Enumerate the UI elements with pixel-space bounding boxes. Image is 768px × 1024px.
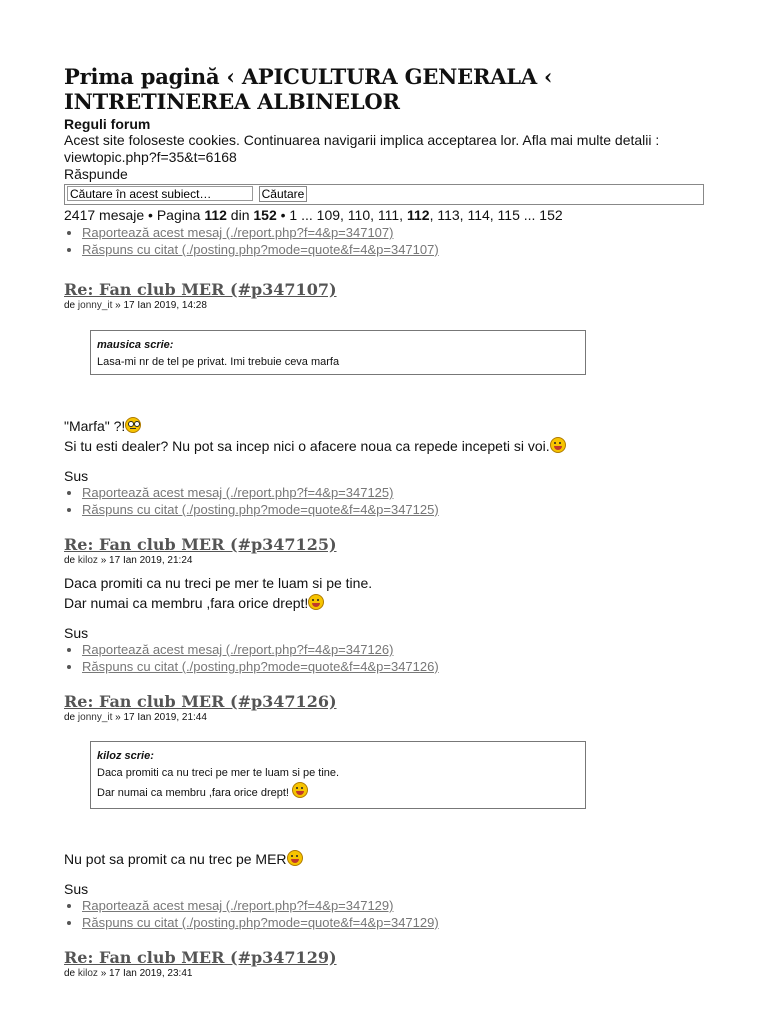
rolleyes-smiley-icon	[125, 417, 141, 433]
list-item	[82, 501, 704, 518]
reply-button[interactable]: Răspunde	[64, 166, 128, 182]
byline-prefix: de	[64, 712, 78, 723]
list-item	[82, 914, 704, 931]
back-to-top-link[interactable]: Sus	[64, 625, 89, 641]
list-item	[82, 897, 704, 914]
laughing-smiley-icon	[550, 437, 566, 453]
list-item	[82, 484, 704, 501]
post-byline	[64, 300, 704, 312]
search-input[interactable]	[67, 186, 253, 201]
laughing-smiley-icon	[292, 782, 308, 798]
breadcrumb[interactable]: Prima pagină ‹ APICULTURA GENERALA ‹ INTRETINEREA ALBINELOR	[64, 64, 553, 114]
quote-cite: kiloz scrie:	[97, 750, 154, 762]
back-to-top-link[interactable]: Sus	[64, 468, 89, 484]
post-actions	[64, 484, 704, 518]
quote-text: Daca promiti ca nu treci pe mer te luam si pe tine.	[97, 767, 340, 779]
post-body	[64, 573, 704, 613]
post-text: Dar numai ca membru ,fara orice drept!	[64, 595, 309, 611]
post-date: » 17 Ian 2019, 21:24	[97, 555, 193, 566]
report-post-link[interactable]: Raportează acest mesaj (./report.php?f=4&p=347126)	[82, 642, 394, 657]
pagination-of: din	[226, 207, 254, 223]
post-title[interactable]: Re: Fan club MER (#p347126)	[64, 692, 337, 711]
post-author[interactable]: jonny_it	[77, 712, 113, 723]
quote-cite: mausica scrie:	[97, 339, 174, 351]
pagination-total: 152	[253, 207, 277, 223]
post-title[interactable]: Re: Fan club MER (#p347107)	[64, 280, 337, 299]
post-date: » 17 Ian 2019, 23:41	[97, 968, 193, 979]
page	[64, 64, 704, 980]
forum-rules-link[interactable]: Reguli forum	[64, 116, 151, 132]
report-post-link[interactable]: Raportează acest mesaj (./report.php?f=4&p=347129)	[82, 898, 394, 913]
quote-reply-link[interactable]: Răspuns cu citat (./posting.php?mode=quote&f=4&p=347129)	[82, 915, 439, 930]
post-author[interactable]: kiloz	[77, 555, 98, 566]
post-byline	[64, 712, 704, 724]
byline-prefix: de	[64, 555, 78, 566]
list-item	[82, 641, 704, 658]
post-actions	[64, 641, 704, 675]
post-author[interactable]: kiloz	[77, 968, 98, 979]
laughing-smiley-icon	[308, 594, 324, 610]
post-text: "Marfa" ?!	[64, 418, 126, 434]
quote-reply-link[interactable]: Răspuns cu citat (./posting.php?mode=quote&f=4&p=347107)	[82, 242, 439, 257]
post-author[interactable]: jonny_it	[77, 300, 113, 311]
byline-prefix: de	[64, 300, 78, 311]
back-to-top-link[interactable]: Sus	[64, 881, 89, 897]
post-title[interactable]: Re: Fan club MER (#p347125)	[64, 535, 337, 554]
list-item	[82, 224, 704, 241]
post-title[interactable]: Re: Fan club MER (#p347129)	[64, 948, 337, 967]
quote-block	[90, 741, 586, 809]
quote-reply-link[interactable]: Răspuns cu citat (./posting.php?mode=quote&f=4&p=347125)	[82, 502, 439, 517]
post-actions	[64, 224, 704, 258]
pagination	[64, 207, 704, 224]
post-body	[64, 416, 704, 456]
search-button[interactable]: Căutare	[259, 186, 307, 202]
topic-search-box	[64, 184, 704, 205]
byline-prefix: de	[64, 968, 78, 979]
pagination-current: 112	[204, 207, 227, 223]
post-byline	[64, 555, 704, 567]
list-item	[82, 241, 704, 258]
pagination-prefix: 2417 mesaje • Pagina	[64, 207, 205, 223]
report-post-link[interactable]: Raportează acest mesaj (./report.php?f=4&p=347125)	[82, 485, 394, 500]
pagination-active-page: 112	[406, 207, 430, 223]
post-text: Daca promiti ca nu treci pe mer te luam si pe tine.	[64, 575, 373, 591]
post-byline	[64, 968, 704, 980]
pagination-pages-rest[interactable]: , 113, 114, 115 ... 152	[429, 207, 563, 223]
quote-reply-link[interactable]: Răspuns cu citat (./posting.php?mode=quote&f=4&p=347126)	[82, 659, 439, 674]
list-item	[82, 658, 704, 675]
post-text: Nu pot sa promit ca nu trec pe MER	[64, 851, 287, 867]
post-body	[64, 849, 704, 869]
post-text: Si tu esti dealer? Nu pot sa incep nici o afacere noua ca repede incepeti si voi.	[64, 438, 550, 454]
quote-text: Dar numai ca membru ,fara orice drept!	[97, 787, 289, 799]
post-date: » 17 Ian 2019, 21:44	[112, 712, 207, 723]
quote-block	[90, 330, 586, 375]
report-post-link[interactable]: Raportează acest mesaj (./report.php?f=4&p=347107)	[82, 225, 394, 240]
post-actions	[64, 897, 704, 931]
cookie-notice: Acest site foloseste cookies. Continuarea navigarii implica acceptarea lor. Afla mai multe detalii : viewtopic.php?f=35&t=6168	[64, 132, 660, 165]
pagination-pages[interactable]: • 1 ... 109, 110, 111,	[276, 207, 407, 223]
quote-text: Lasa-mi nr de tel pe privat. Imi trebuie ceva marfa	[97, 356, 340, 368]
laughing-smiley-icon	[287, 850, 303, 866]
post-date: » 17 Ian 2019, 14:28	[112, 300, 207, 311]
